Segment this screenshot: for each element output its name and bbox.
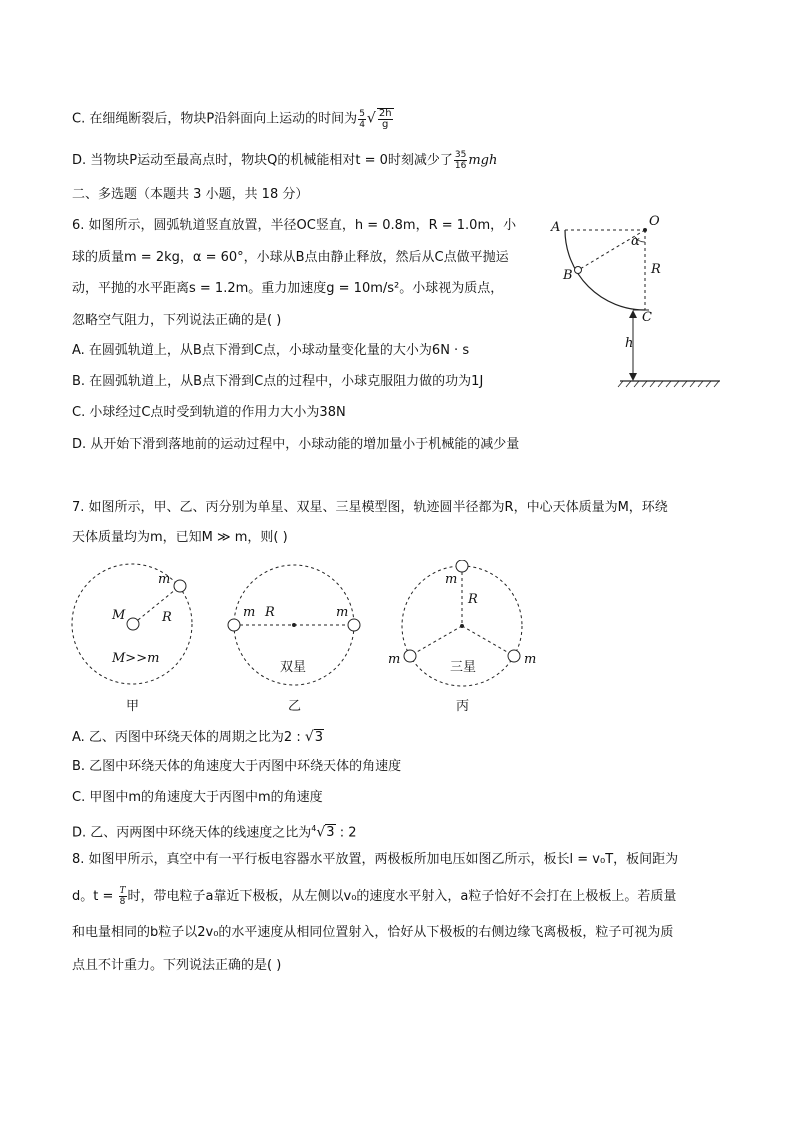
fraction: $\frac{T}{8}$ <box>119 886 126 907</box>
q7-figure <box>68 560 538 720</box>
bing-label-r: R <box>468 592 478 607</box>
label-alpha: α <box>631 234 640 249</box>
q5-option-d: D. 当物块P运动至最高点时，物块Q的机械能相对t = 0时刻减少了 $\frac{35}{16}$ mgh <box>72 150 498 171</box>
bing-label-m-top: m <box>445 572 458 587</box>
label-r: R <box>651 262 661 277</box>
q8-stem-line1: 8. 如图甲所示，真空中有一平行板电容器水平放置，两极板所加电压如图乙所示，板长l = v₀T，板间距为 <box>72 852 679 867</box>
section-heading: 二、多选题（本题共 3 小题，共 18 分） <box>72 187 309 202</box>
bing-caption: 丙 <box>456 699 470 714</box>
bing-label-m-right: m <box>524 652 537 667</box>
q6-figure <box>545 212 730 392</box>
q7-stem-line2: 天体质量均为m，已知M ≫ m，则( ) <box>72 530 288 545</box>
q7-option-d: D. 乙、丙两图中环绕天体的线速度之比为$^4$√3 : 2 <box>72 824 357 841</box>
q7-option-b: B. 乙图中环绕天体的角速度大于丙图中环绕天体的角速度 <box>72 759 402 774</box>
fraction: $\frac{35}{16}$ <box>454 150 467 171</box>
q6-stem-line1: 6. 如图所示，圆弧轨道竖直放置，半径OC竖直，h = 0.8m，R = 1.0m，小 <box>72 218 517 233</box>
q6-stem-line4: 忽略空气阻力，下列说法正确的是( ) <box>72 313 282 328</box>
jia-label-condition: M>>m <box>112 651 160 666</box>
q7-option-a: A. 乙、丙图中环绕天体的周期之比为2 : √3 <box>72 729 324 745</box>
yi-label-m1: m <box>243 605 256 620</box>
label-b: B <box>563 268 573 283</box>
q8-stem-line2: d。t = $\frac{T}{8}$ 时，带电粒子a靠近下极板，从左侧以v₀的速度水平射入，a粒子恰好不会打在上极板上。若质量 <box>72 886 677 907</box>
q6-option-a: A. 在圆弧轨道上，从B点下滑到C点，小球动量变化量的大小为6N · s <box>72 343 470 358</box>
q6-option-d: D. 从开始下滑到落地前的运动过程中，小球动能的增加量小于机械能的减少量 <box>72 437 520 452</box>
yi-label-r: R <box>265 605 275 620</box>
q7-stem-line1: 7. 如图所示，甲、乙、丙分别为单星、双星、三星模型图，轨迹圆半径都为R，中心天体质量为M，环绕 <box>72 500 668 515</box>
label-a: A <box>551 220 561 235</box>
yi-label-m2: m <box>336 605 349 620</box>
q6-option-b: B. 在圆弧轨道上，从B点下滑到C点的过程中，小球克服阻力做的功为1J <box>72 374 484 389</box>
q5-option-c-text: C. 在细绳断裂后，物块P沿斜面向上运动的时间为 <box>72 111 358 127</box>
jia-label-m: m <box>158 572 171 587</box>
q8-stem-line4: 点且不计重力。下列说法正确的是( ) <box>72 958 282 973</box>
jia-label-big-m: M <box>112 608 126 623</box>
label-h: h <box>625 336 634 351</box>
jia-caption: 甲 <box>126 699 140 714</box>
q5-option-d-text: D. 当物块P运动至最高点时，物块Q的机械能相对t = 0时刻减少了 <box>72 153 453 168</box>
bing-label-m-left: m <box>388 652 401 667</box>
sqrt-fraction: $\frac{2h}{g}$ <box>378 108 392 130</box>
q6-stem-line3: 动，平抛的水平距离s = 1.2m。重力加速度g = 10m/s²。小球视为质点， <box>72 281 504 296</box>
label-o: O <box>649 214 660 229</box>
q8-stem-line3: 和电量相同的b粒子以2v₀的水平速度从相同位置射入，恰好从下极板的右侧边缘飞离极板，粒子可视为质 <box>72 925 674 940</box>
jia-label-r: R <box>162 610 172 625</box>
bing-name: 三星 <box>450 660 477 675</box>
fraction: $\frac{5}{4}$ <box>359 108 365 130</box>
q5-option-c: C. 在细绳断裂后，物块P沿斜面向上运动的时间为 $\frac{5}{4}$ √ $\frac{2h}{g}$ <box>72 108 392 130</box>
yi-caption: 乙 <box>288 699 302 714</box>
label-c: C <box>642 310 652 325</box>
q7-option-c: C. 甲图中m的角速度大于丙图中m的角速度 <box>72 790 323 805</box>
yi-name: 双星 <box>280 660 307 675</box>
q6-option-c: C. 小球经过C点时受到轨道的作用力大小为38N <box>72 405 346 420</box>
q6-stem-line2: 球的质量m = 2kg，α = 60°，小球从B点由静止释放，然后从C点做平抛运 <box>72 250 509 265</box>
